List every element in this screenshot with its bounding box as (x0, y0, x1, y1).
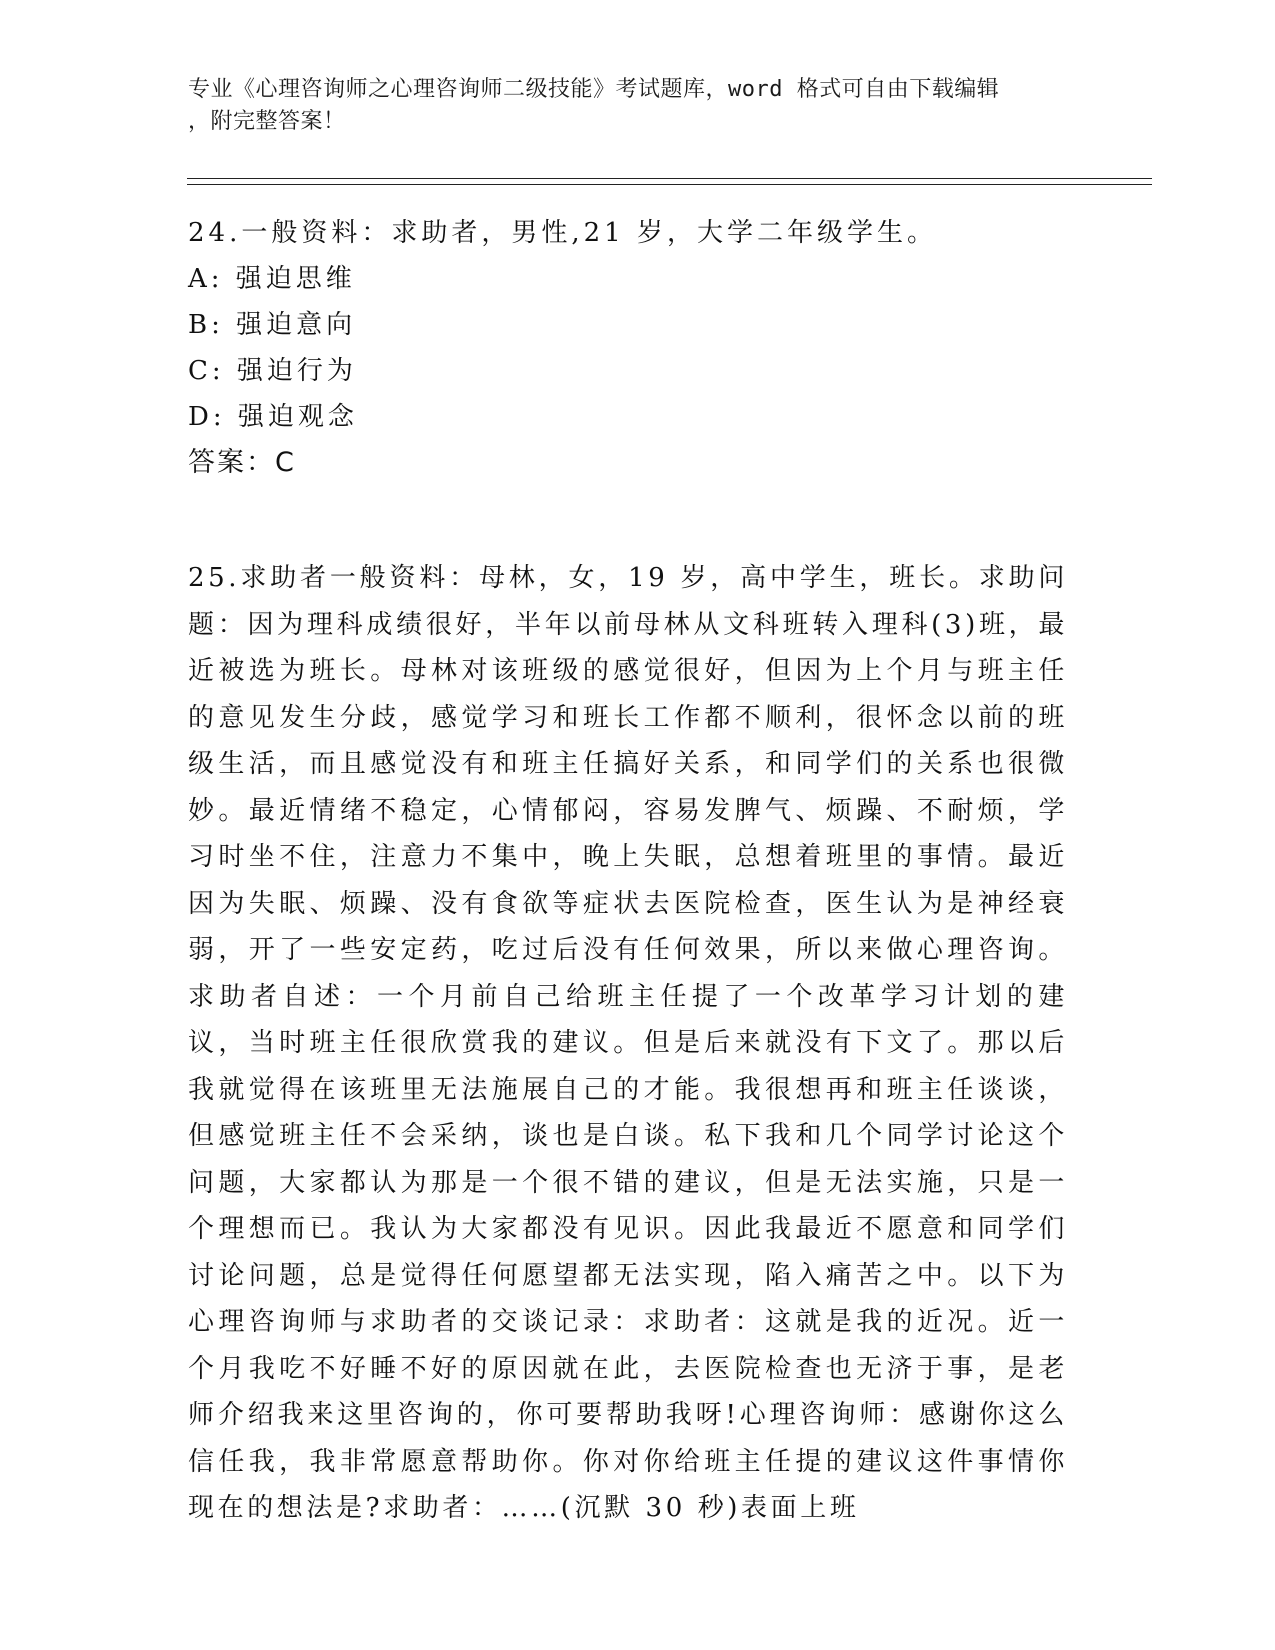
question-24-option-c: C: 强迫行为 (188, 356, 357, 386)
question-24-option-d: D: 强迫观念 (188, 402, 358, 432)
question-24-option-a: A: 强迫思维 (188, 264, 356, 294)
question-24 (188, 210, 1088, 486)
question-24-option-b: B: 强迫意向 (188, 310, 357, 340)
question-25-text: 25.求助者一般资料：母林，女，19 岁，高中学生，班长。求助问题：因为理科成绩很好，半年以前母林从文科班转入理科(3)班，最近被选为班长。母林对该班级的感觉很好，但因为上个月与班主任的意见发生分歧，感觉学习和班长工作都不顺利，很怀念以前的班级生活，而且感觉没有和班主任搞好关系，和同学们的关系也很微妙。最近情绪不稳定，心情郁闷，容易发脾气、烦躁、不耐烦，学习时坐不住，注意力不集中，晚上失眠，总想着班里的事情。最近因为失眠、烦躁、没有食欲等症状去医院检查，医生认为是神经衰弱，开了一些安定药，吃过后没有任何效果，所以来做心理咨询。求助者自述：一个月前自己给班主任提了一个改革学习计划的建议，当时班主任很欣赏我的建议。但是后来就没有下文了。那以后我就觉得在该班里无法施展自己的才能。我很想再和班主任谈谈，但感觉班主任不会采纳，谈也是白谈。私下我和几个同学讨论这个问题，大家都认为那是一个很不错的建议，但是无法实施，只是一个理想而已。我认为大家都没有见识。因此我最近不愿意和同学们讨论问题，总是觉得任何愿望都无法实现，陷入痛苦之中。以下为心理咨询师与求助者的交谈记录：求助者：这就是我的近况。近一个月我吃不好睡不好的原因就在此，去医院检查也无济于事，是老师介绍我来这里咨询的，你可要帮助我呀!心理咨询师：感谢你这么信任我，我非常愿意帮助你。你对你给班主任提的建议这件事情你现在的想法是?求助者：……(沉默 30 秒)表面上班 (188, 563, 1068, 1523)
question-24-answer: 答案：C (188, 447, 296, 478)
header-divider-bottom (187, 184, 1152, 185)
header-divider-top (187, 178, 1152, 179)
header-title-line-2: ，附完整答案！ (188, 109, 346, 134)
header-title-line-1: 专业《心理咨询师之心理咨询师二级技能》考试题库，word 格式可自由下载编辑 (188, 77, 1000, 102)
question-24-stem: 24.一般资料：求助者，男性,21 岁，大学二年级学生。 (188, 218, 937, 248)
document-header (188, 74, 1068, 138)
